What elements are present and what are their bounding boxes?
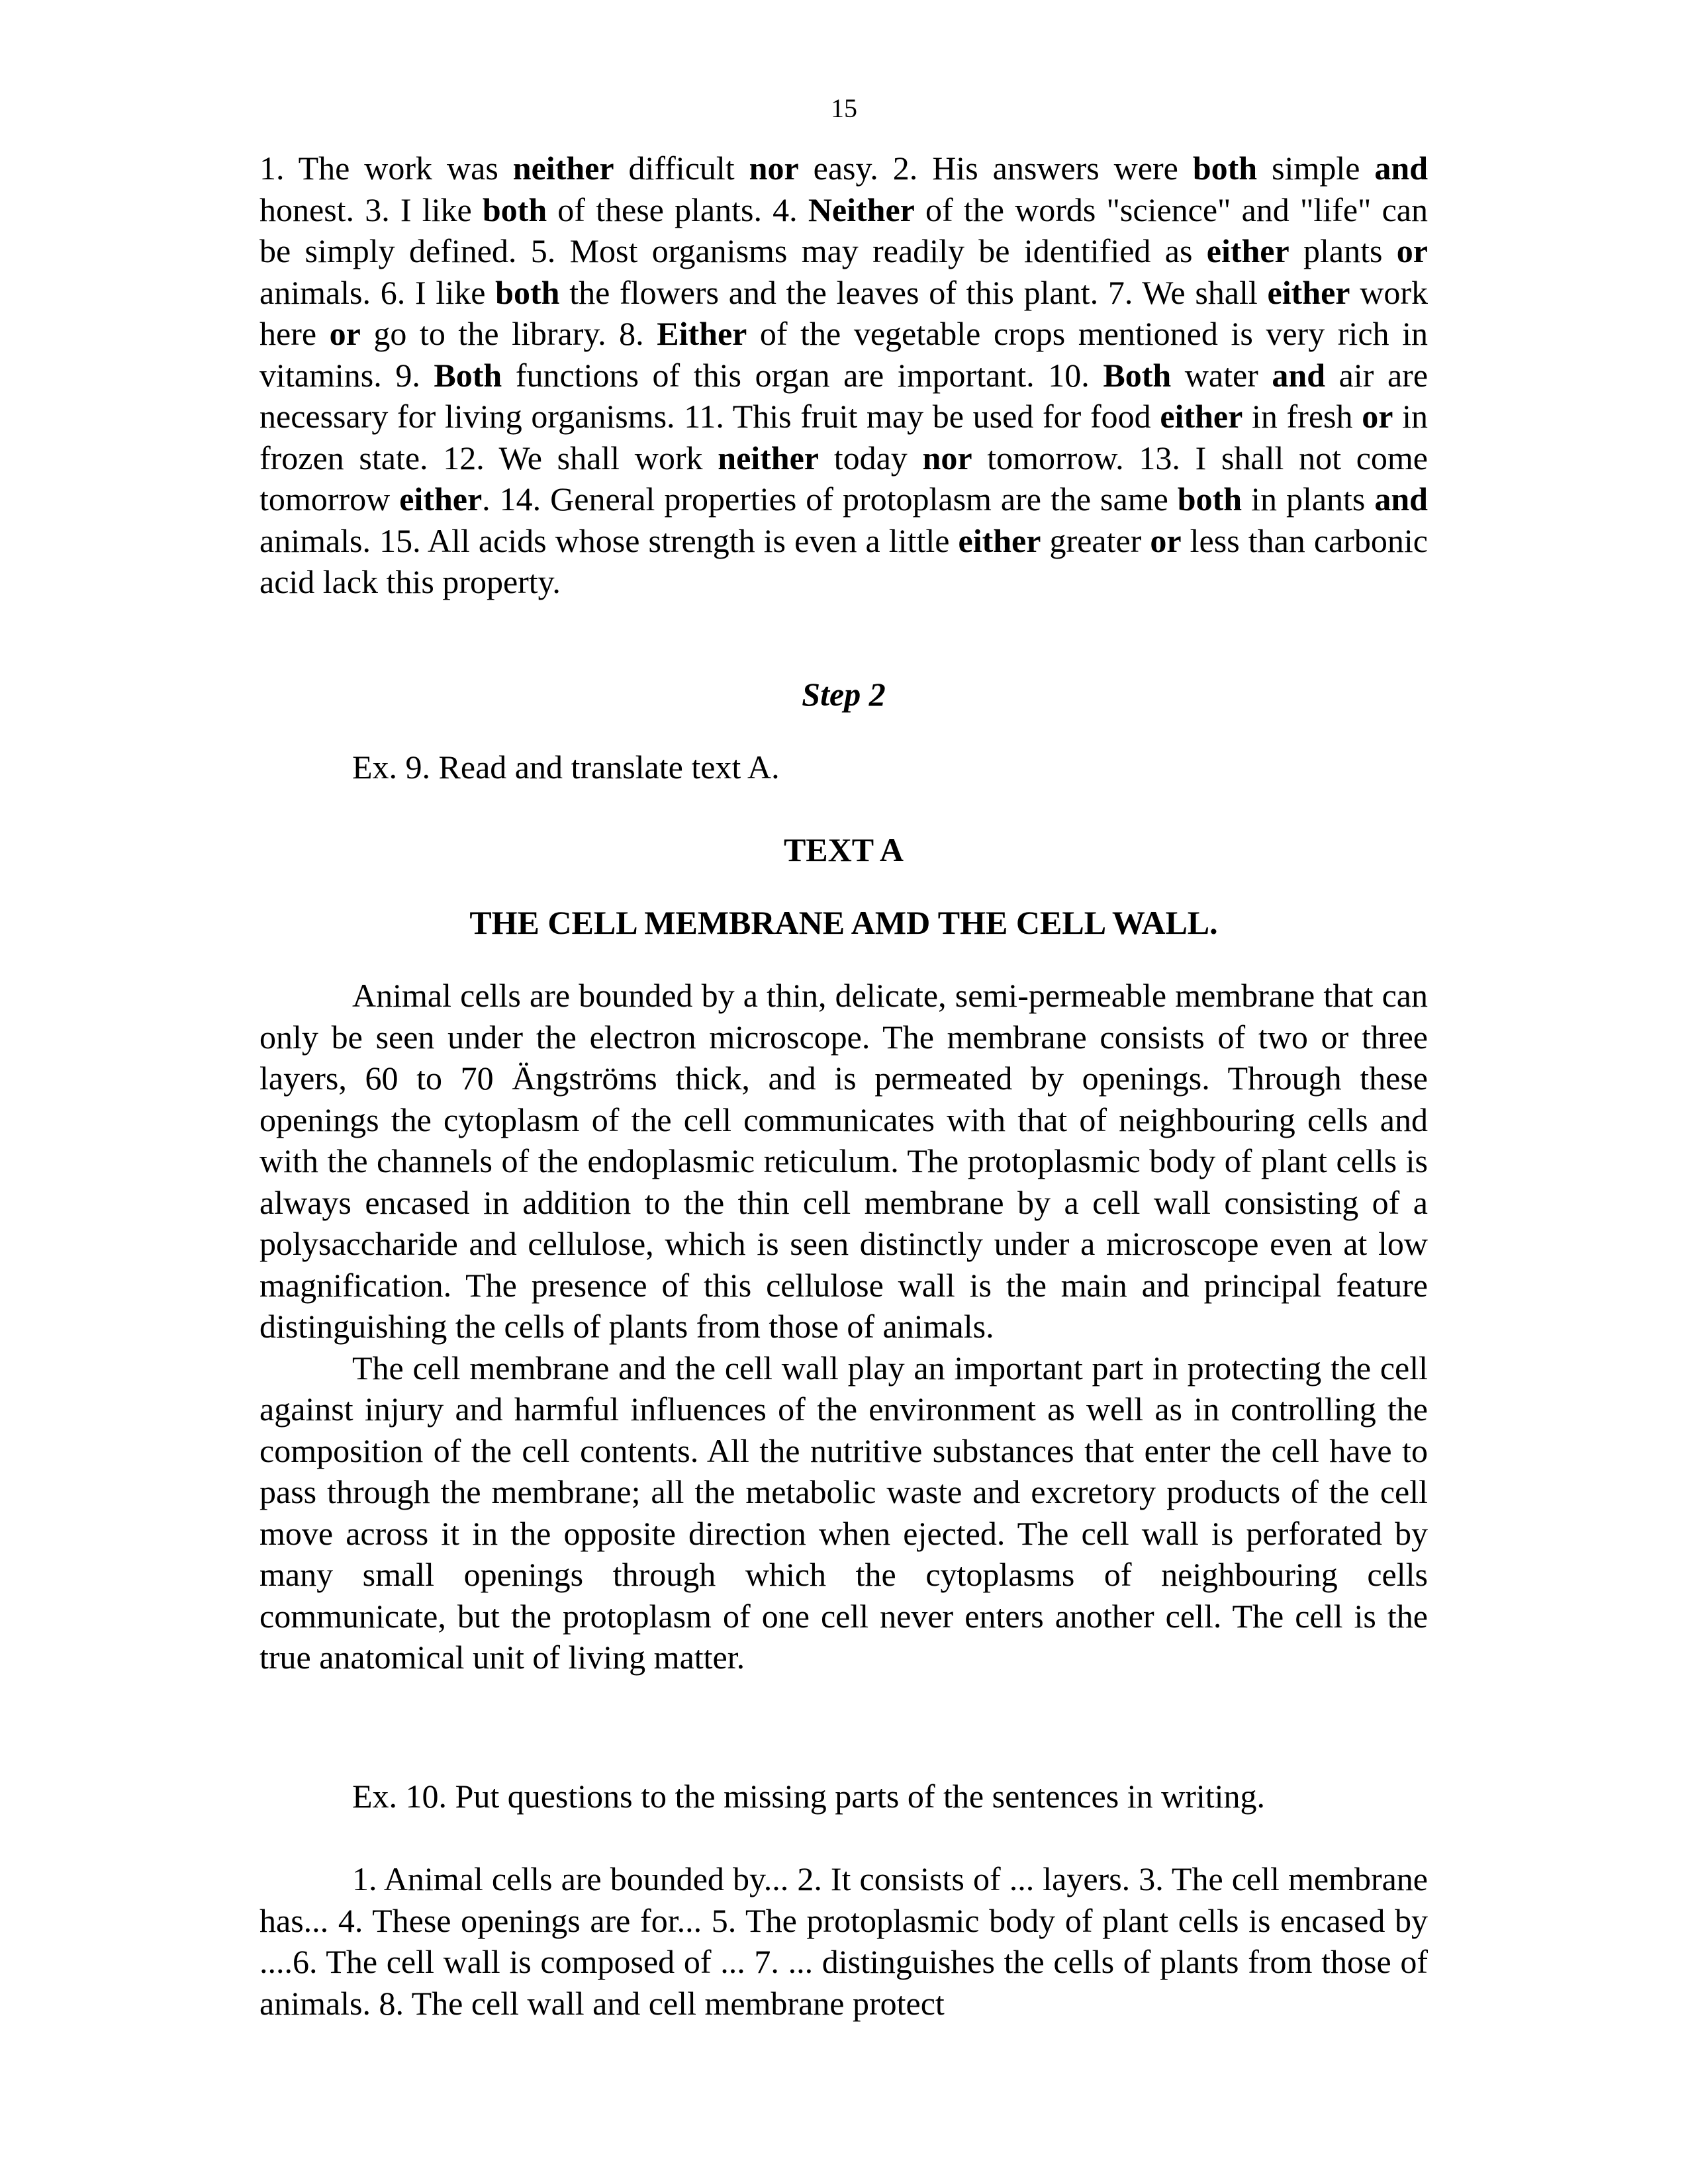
text-label: TEXT A xyxy=(783,831,904,868)
sentence-text: animals. 6. I like xyxy=(259,273,496,311)
emphasized-word: or xyxy=(329,315,361,352)
sentence-text: greater xyxy=(1041,522,1150,559)
sentence-text: the flowers and the leaves of this plant. 7. We shall xyxy=(559,273,1268,311)
emphasized-word: either xyxy=(1267,273,1350,311)
sentence-text: work here xyxy=(259,273,1428,352)
sentence-text: of the vegetable crops mentioned is very rich in vitamins. 9. xyxy=(259,315,1428,394)
sentence-text: easy. 2. His answers were xyxy=(798,150,1193,187)
sentence-text: today xyxy=(819,439,923,477)
ex10-sentences-block xyxy=(259,1858,1428,2024)
emphasized-word: Both xyxy=(434,356,502,394)
emphasized-word: either xyxy=(958,522,1041,559)
sentence-text: . 14. General properties of protoplasm are the same xyxy=(482,480,1178,518)
emphasized-word: both xyxy=(1177,480,1243,518)
emphasized-word: or xyxy=(1150,522,1182,559)
sentence-text: in fresh xyxy=(1243,398,1362,435)
sentence-text: simple xyxy=(1257,150,1375,187)
emphasized-word: and xyxy=(1374,150,1429,187)
text-title: THE CELL MEMBRANE AMD THE CELL WALL. xyxy=(469,904,1218,941)
emphasized-word: Both xyxy=(1103,356,1172,394)
sentence-text: 1. The work was xyxy=(259,150,513,187)
exercise-sentences xyxy=(259,148,1428,603)
emphasized-word: both xyxy=(495,273,560,311)
sentence-text: animals. 15. All acids whose strength is even a little xyxy=(259,522,959,559)
sentence-text: functions of this organ are important. 10. xyxy=(502,356,1103,394)
sentence-text: less than carbonic acid lack this property. xyxy=(259,522,1428,600)
sentence-text: in frozen state. 12. We shall work xyxy=(259,398,1428,477)
emphasized-word: neither xyxy=(512,150,614,187)
emphasized-word: either xyxy=(1206,232,1289,269)
sentence-text: air are necessary for living organisms. 11. This fruit may be used for food xyxy=(259,356,1429,435)
page-number: 15 xyxy=(831,93,857,123)
sentence-text: honest. 3. I like xyxy=(259,191,483,228)
sentence-text: in plants xyxy=(1242,480,1375,518)
emphasized-word: Neither xyxy=(808,191,915,228)
text-paragraph: The cell membrane and the cell wall play an important part in protecting the cell against injury and harmful influences of the environment as well as in controlling the composition of the cell contents. All the nutritive substances that enter the cell have to pass through the membrane; all the metabolic waste and excretory products of the cell move across it in the opposite direction when ejected. The cell wall is perforated by many small openings through which the cytoplasms of neighbouring cells communicate, but the protoplasm of one cell never enters another cell. The cell is the true anatomical unit of living matter. xyxy=(259,1349,1428,1676)
emphasized-word: both xyxy=(1192,150,1258,187)
sentence-text: of the words "science" and "life" can be simply defined. 5. Most organisms may readily be identified as xyxy=(259,191,1428,269)
emphasized-word: or xyxy=(1362,398,1393,435)
emphasized-word: either xyxy=(399,480,483,518)
emphasized-word: nor xyxy=(749,150,799,187)
emphasized-word: either xyxy=(1160,398,1243,435)
step-heading: Step 2 xyxy=(802,676,886,713)
emphasized-word: both xyxy=(482,191,547,228)
ex10-sentences: 1. Animal cells are bounded by... 2. It consists of ... layers. 3. The cell membrane has... 4. These openings are for... 5. The protoplasmic body of plant cells is encased by ....6. The cell wall is composed of ... 7. ... distinguishes the cells of plants from those of animals. 8. The cell wall and cell membrane protect xyxy=(259,1860,1428,2022)
sentence-text: go to the library. 8. xyxy=(360,315,657,352)
sentence-text: plants xyxy=(1289,232,1397,269)
emphasized-word: and xyxy=(1272,356,1326,394)
sentence-text: of these plants. 4. xyxy=(547,191,808,228)
exercise-paragraph xyxy=(259,148,1428,603)
emphasized-word: and xyxy=(1374,480,1428,518)
emphasized-word: nor xyxy=(922,439,972,477)
sentence-text: tomorrow. 13. I shall not come tomorrow xyxy=(259,439,1428,518)
emphasized-word: Either xyxy=(657,315,747,352)
ex9-instruction: Ex. 9. Read and translate text A. xyxy=(352,749,780,786)
emphasized-word: neither xyxy=(718,439,819,477)
sentence-text: difficult xyxy=(614,150,749,187)
emphasized-word: or xyxy=(1396,232,1428,269)
ex10-instruction: Ex. 10. Put questions to the missing parts of the sentences in writing. xyxy=(352,1778,1266,1815)
text-paragraph: Animal cells are bounded by a thin, delicate, semi-permeable membrane that can only be seen under the electron microscope. The membrane consists of two or three layers, 60 to 70 Ängströms thick, and is permeated by openings. Through these openings the cytoplasm of the cell communicates with that of neighbouring cells and with the channels of the endoplasmic reticulum. The protoplasmic body of plant cells is always encased in addition to the thin cell membrane by a cell wall consisting of a polysaccharide and cellulose, which is seen distinctly under a microscope even at low magnification. The presence of this cellulose wall is the main and principal feature distinguishing the cells of plants from those of animals. xyxy=(259,977,1428,1345)
text-a-body xyxy=(259,975,1428,1678)
sentence-text: water xyxy=(1171,356,1272,394)
